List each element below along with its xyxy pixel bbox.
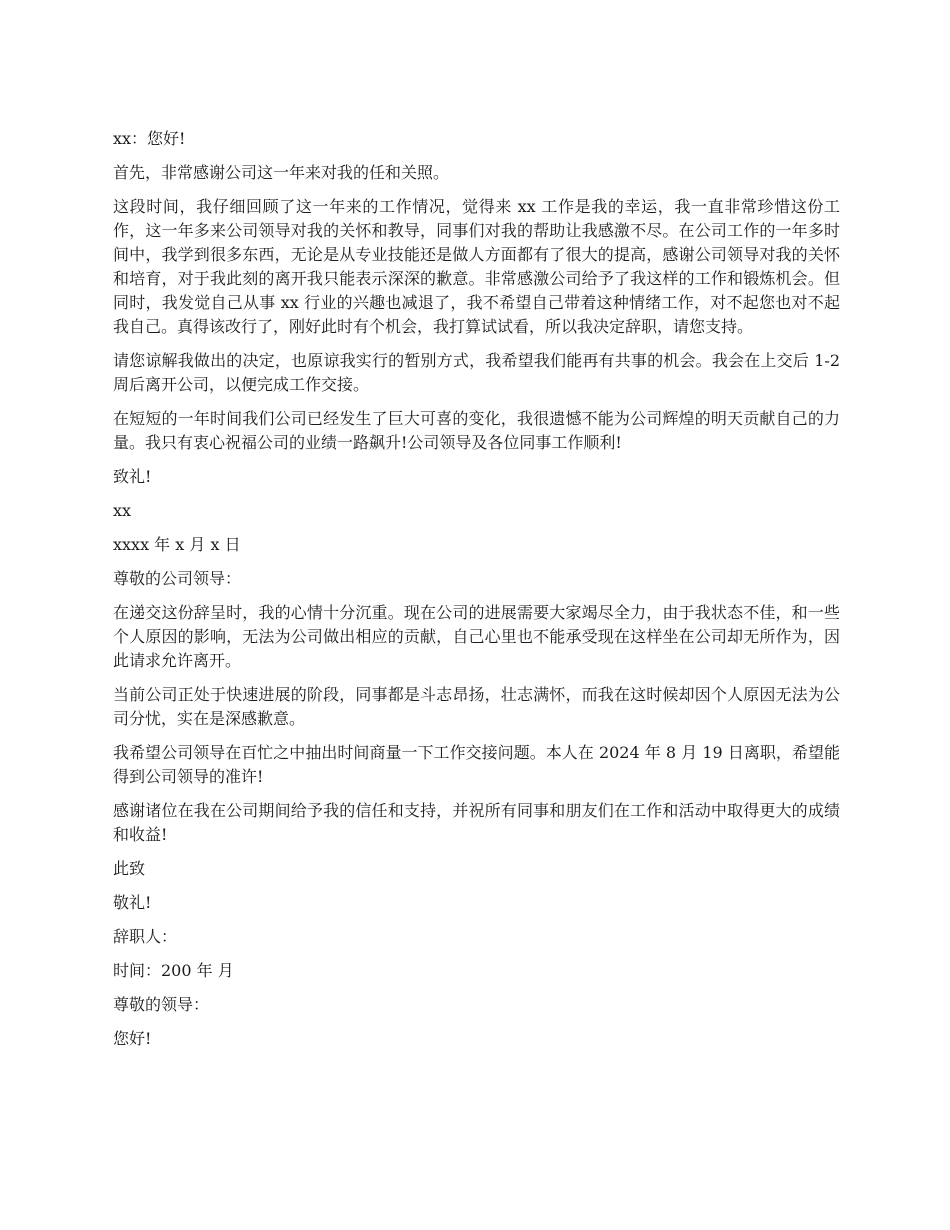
greeting: xx：您好!: [113, 129, 186, 148]
paragraph: 感谢诸位在我在公司期间给予我的信任和支持，并祝所有同事和朋友们在工作和活动中取得更大的成绩和收益!: [113, 801, 840, 844]
paragraph: 我希望公司领导在百忙之中抽出时间商量一下工作交接问题。本人在 2024 年 8 月 19 日离职，希望能得到公司领导的准许!: [113, 743, 840, 786]
closing: 敬礼!: [113, 893, 152, 912]
paragraph: 当前公司正处于快速进展的阶段，同事都是斗志昂扬，壮志满怀，而我在这时候却因个人原因无法为公司分忧，实在是深感歉意。: [113, 685, 840, 728]
paragraph: 在递交这份辞呈时，我的心情十分沉重。现在公司的进展需要大家竭尽全力，由于我状态不佳，和一些个人原因的影响，无法为公司做出相应的贡献，自己心里也不能承受现在这样坐在公司却无所作为，因此请求允许离开。: [113, 603, 840, 670]
greeting: 您好!: [113, 1029, 152, 1048]
document-body: [113, 127, 840, 1061]
closing: 致礼!: [113, 467, 152, 486]
signature: xx: [113, 501, 132, 520]
closing: 此致: [113, 859, 146, 878]
date-line: 时间：200 年 月: [113, 961, 234, 980]
paragraph: 这段时间，我仔细回顾了这一年来的工作情况，觉得来 xx 工作是我的幸运，我一直非常珍惜这份工作，这一年多来公司领导对我的关怀和教导，同事们对我的帮助让我感激不尽。在公司工作的一年多时间中，我学到很多东西，无论是从专业技能还是做人方面都有了很大的提高，感谢公司领导对我的关怀和培育，对于我此刻的离开我只能表示深深的歉意。非常感激公司给予了我这样的工作和锻炼机会。但同时，我发觉自己从事 xx 行业的兴趣也减退了，我不希望自己带着这种情绪工作，对不起您也对不起我自己。真得该改行了，刚好此时有个机会，我打算试试看，所以我决定辞职，请您支持。: [113, 197, 840, 336]
salutation: 尊敬的领导：: [113, 995, 210, 1014]
salutation: 尊敬的公司领导：: [113, 569, 242, 588]
paragraph: 请您谅解我做出的决定，也原谅我实行的暂别方式，我希望我们能再有共事的机会。我会在上交后 1-2 周后离开公司，以便完成工作交接。: [113, 351, 840, 394]
date-line: xxxx 年 x 月 x 日: [113, 535, 241, 554]
signature-label: 辞职人：: [113, 927, 178, 946]
paragraph: 在短短的一年时间我们公司已经发生了巨大可喜的变化，我很遗憾不能为公司辉煌的明天贡献自己的力量。我只有衷心祝福公司的业绩一路飙升!公司领导及各位同事工作顺利!: [113, 409, 840, 452]
paragraph: 首先，非常感谢公司这一年来对我的任和关照。: [113, 163, 450, 182]
